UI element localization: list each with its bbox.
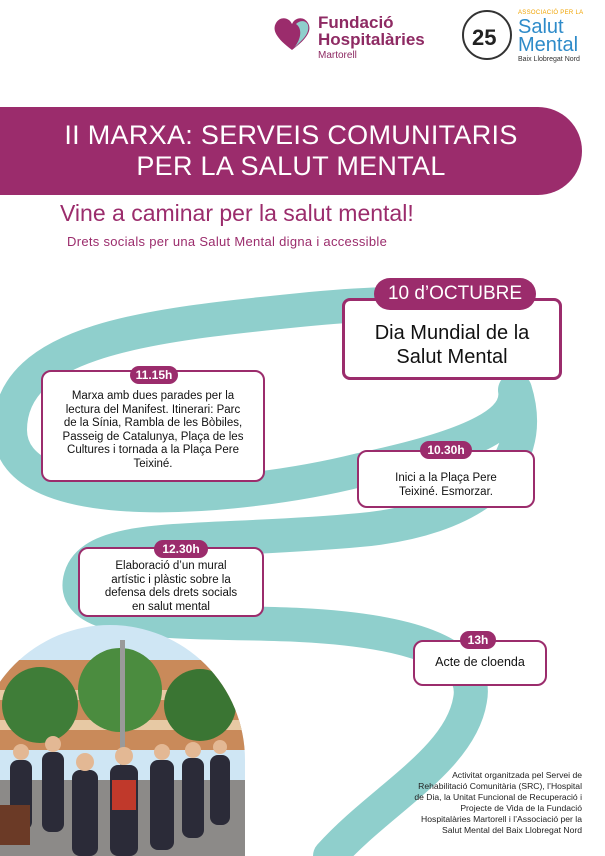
org-location: Martorell [318,50,357,61]
event-text: artístic i plàstic sobre la [111,573,231,586]
anniversary-seal-icon: 25 [462,10,512,60]
event-time-1115: 11.15h [130,366,178,384]
event-text: Cultures i tornada a la Plaça Pere [67,444,239,456]
event-text: lectura del Manifest. Itinerari: Parc [65,403,241,416]
subtitle: Drets socials per una Salut Mental digna i accessible [67,234,388,249]
partner-name-2: Mental [518,34,579,56]
event-text: de la Sínia, Rambla de les Bòbiles, [63,417,243,429]
partner-top-label: ASSOCIACIÓ PER LA [518,10,584,16]
partner-name-1: Salut [518,16,564,38]
title-line-1: II MARXA: SERVEIS COMUNITARIS [64,120,518,150]
event-text: Inici a la Plaça Pere [395,472,497,484]
partner-sub: Baix Llobregat Nord [518,56,580,63]
event-text: Teixiné. Esmorzar. [399,485,493,498]
event-time-1030: 10.30h [420,441,472,459]
event-text: en salut mental [132,600,210,613]
date-badge: 10 d’OCTUBRE [374,278,536,310]
event-text: Marxa amb dues parades per la [71,390,235,402]
event-text: Acte de cloenda [435,655,525,669]
title-line-2: PER LA SALUT MENTAL [136,151,446,181]
organizer-credit: Activitat organitzada pel Servei de Rehabilitació Comunitària (SRC), l’Hospital de Dia, la Unitat Funcional de Recuperació i Projecte de Vida de la Fundació Hospitalàries Martorell i l’Associació per la Salut Mental del Baix Llobregat Nord [414,770,582,835]
event-text: Elaboració d’un mural [115,560,227,572]
event-time-1230: 12.30h [154,540,208,558]
date-line-2: Salut Mental [396,346,508,368]
event-text: defensa dels drets socials [104,587,238,599]
event-text: Passeig de Catalunya, Plaça de les [62,430,244,443]
event-text: Teixiné. [133,457,173,470]
tagline: Vine a caminar per la salut mental! [60,200,414,226]
event-time-13: 13h [460,631,496,649]
date-line-1: Dia Mundial de la [374,322,530,344]
org-name: Fundació Hospitalàries [318,13,425,49]
